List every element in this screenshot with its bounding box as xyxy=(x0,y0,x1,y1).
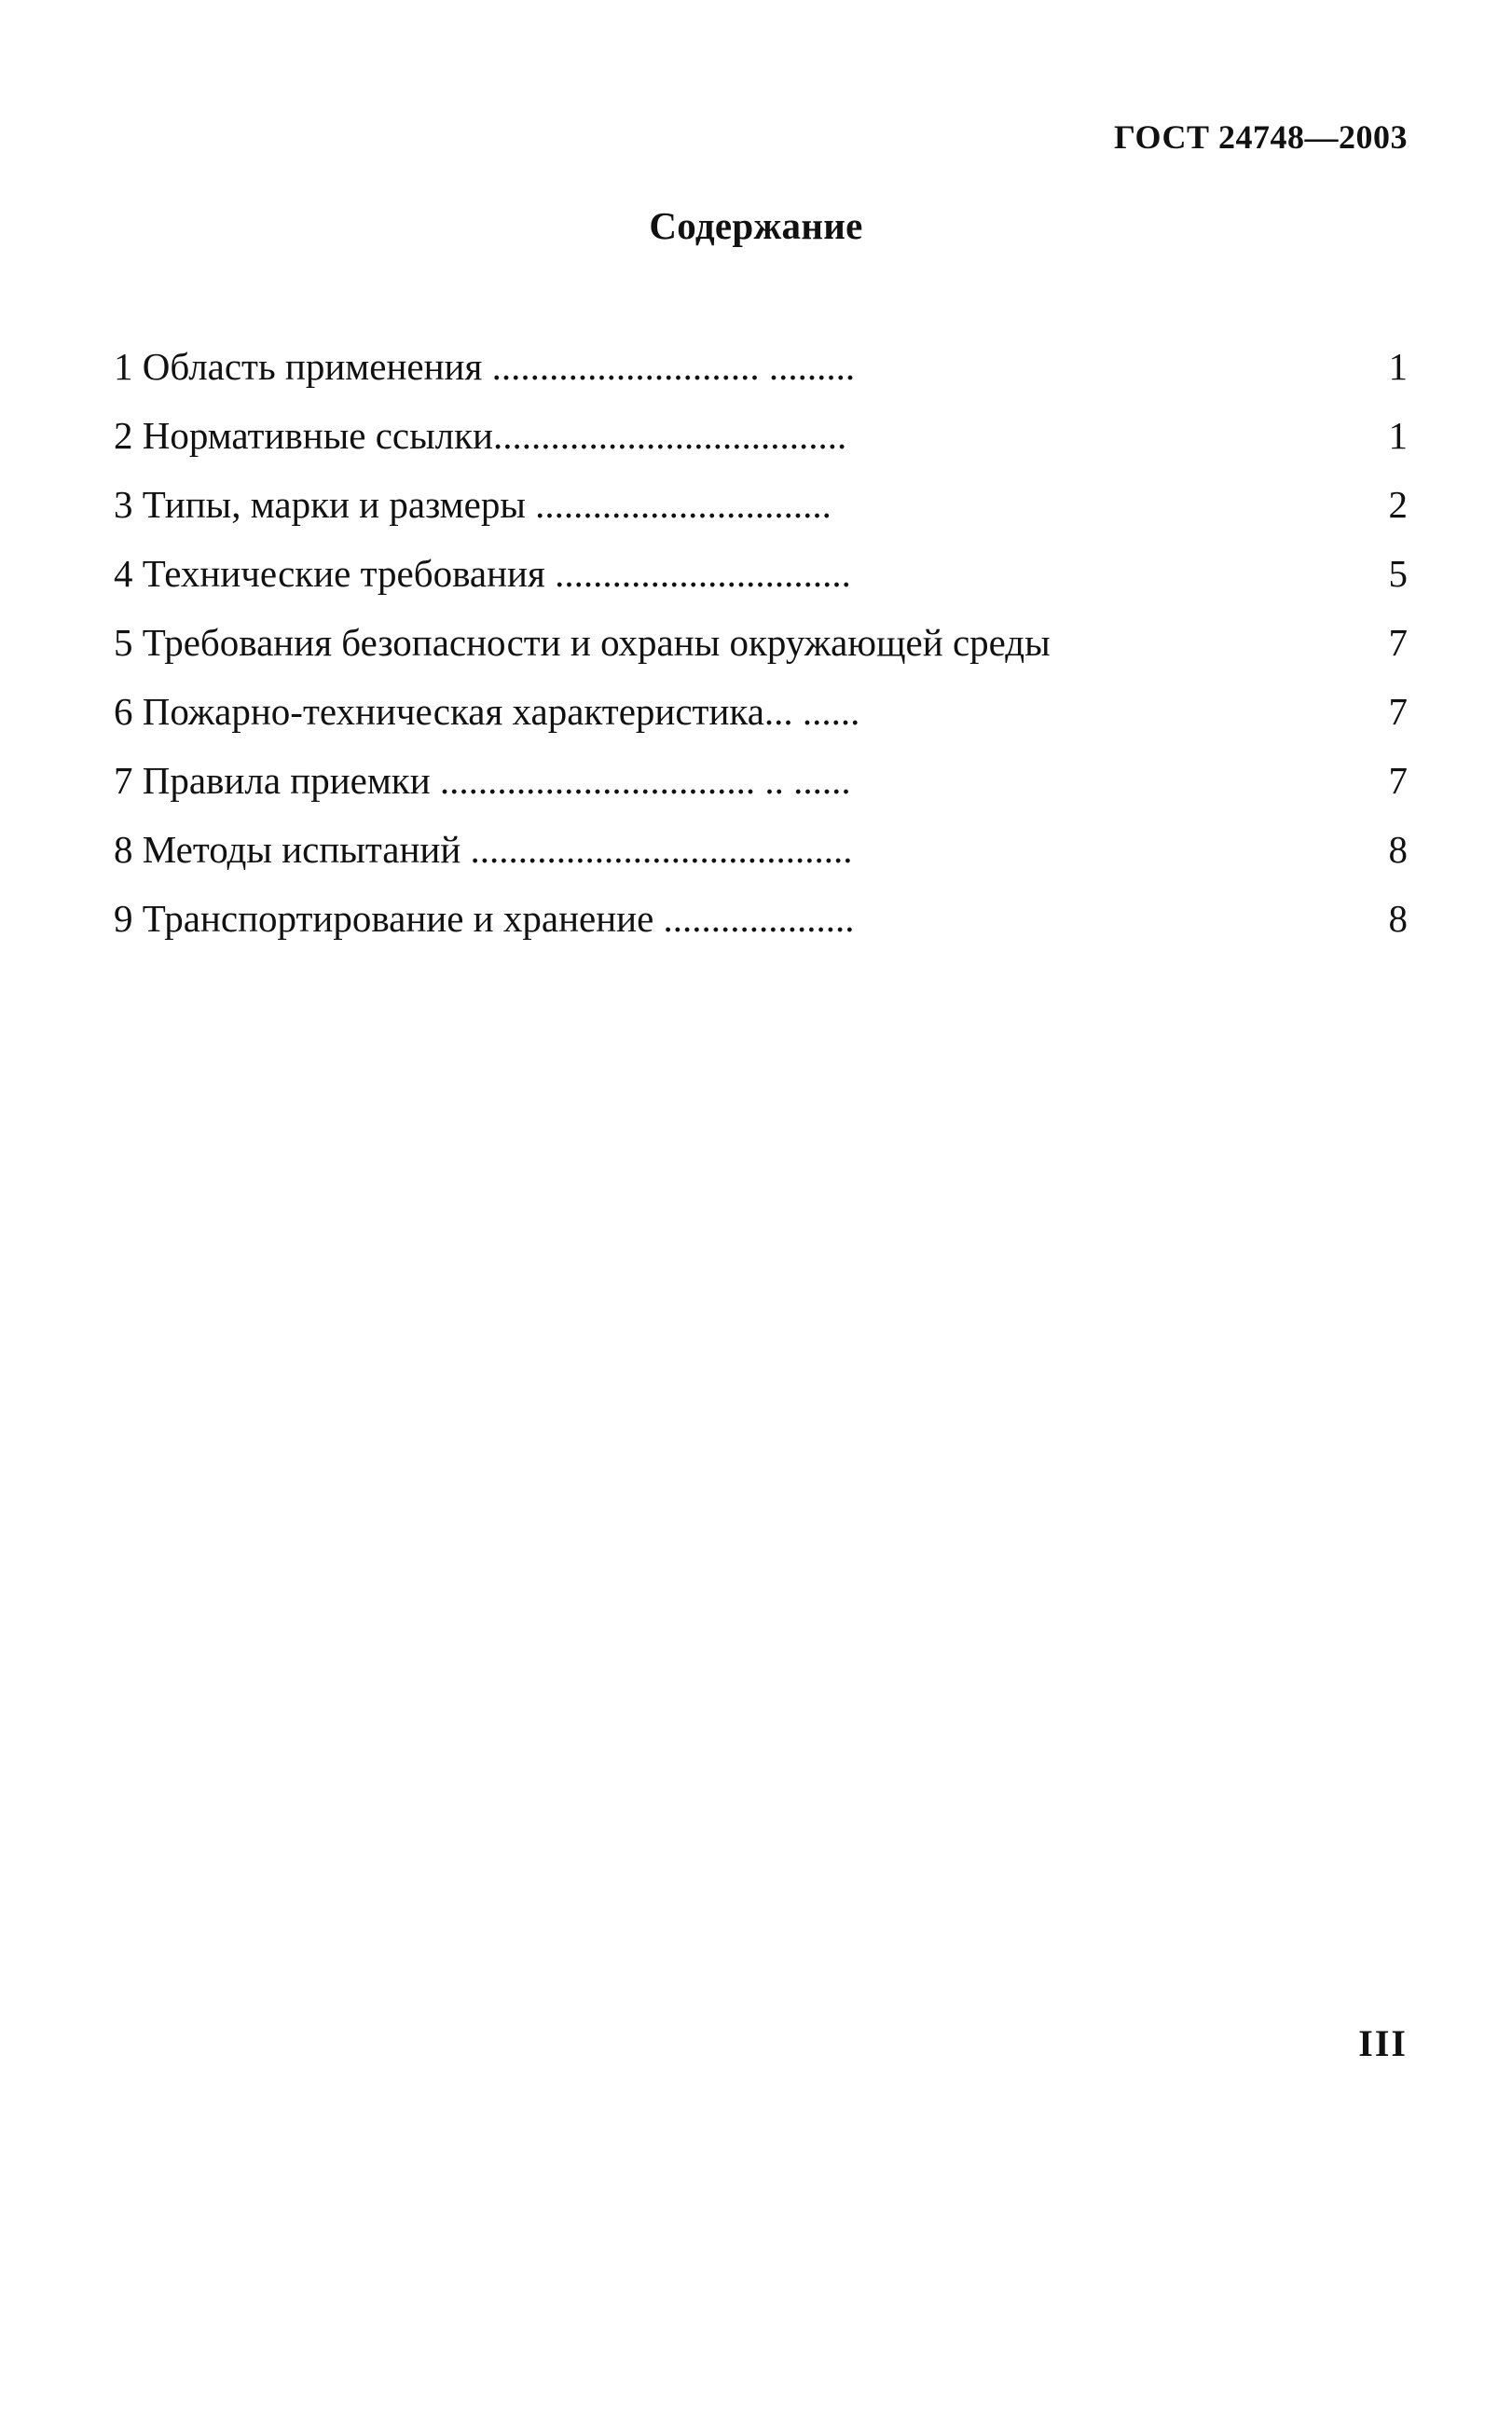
toc-entry[interactable] xyxy=(114,682,1408,751)
toc-entry-text: 2 Нормативные ссылки..................................... xyxy=(114,414,847,457)
toc-entry[interactable] xyxy=(114,889,1408,958)
toc-page-number: 7 xyxy=(1388,621,1408,664)
toc-page-number: 2 xyxy=(1388,483,1408,526)
toc-entry-text: 6 Пожарно-техническая характеристика... ...... xyxy=(114,690,860,733)
toc-entry-text: 7 Правила приемки ................................. .. ...... xyxy=(114,759,851,802)
toc-page-number: 8 xyxy=(1388,828,1408,871)
document-code: ГОСТ 24748—2003 xyxy=(1114,118,1408,156)
toc-title: Содержание xyxy=(649,204,863,247)
toc-entry-text: 8 Методы испытаний ........................................ xyxy=(114,828,853,871)
toc-entry[interactable] xyxy=(114,337,1408,406)
page-folio: III xyxy=(1358,2022,1408,2064)
toc-page-number: 5 xyxy=(1388,552,1408,595)
toc-entry-text: 5 Требования безопасности и охраны окружающей среды xyxy=(114,621,1051,664)
table-of-contents xyxy=(114,337,1408,958)
toc-entry-text: 4 Технические требования ............................... xyxy=(114,552,851,595)
toc-page-number: 1 xyxy=(1388,345,1408,388)
toc-entry-text: 9 Транспортирование и хранение .................... xyxy=(114,897,855,940)
toc-entry-text: 1 Область применения ............................ ......... xyxy=(114,345,856,388)
toc-entry-text: 3 Типы, марки и размеры ............................... xyxy=(114,483,832,526)
toc-page-number: 7 xyxy=(1388,759,1408,802)
toc-entry[interactable] xyxy=(114,406,1408,475)
toc-entry[interactable] xyxy=(114,475,1408,544)
toc-entry[interactable] xyxy=(114,751,1408,820)
toc-entry[interactable] xyxy=(114,544,1408,613)
toc-page-number: 1 xyxy=(1388,414,1408,457)
toc-entry[interactable] xyxy=(114,820,1408,889)
toc-page-number: 7 xyxy=(1388,690,1408,733)
toc-entry[interactable] xyxy=(114,613,1408,682)
toc-page-number: 8 xyxy=(1388,897,1408,940)
